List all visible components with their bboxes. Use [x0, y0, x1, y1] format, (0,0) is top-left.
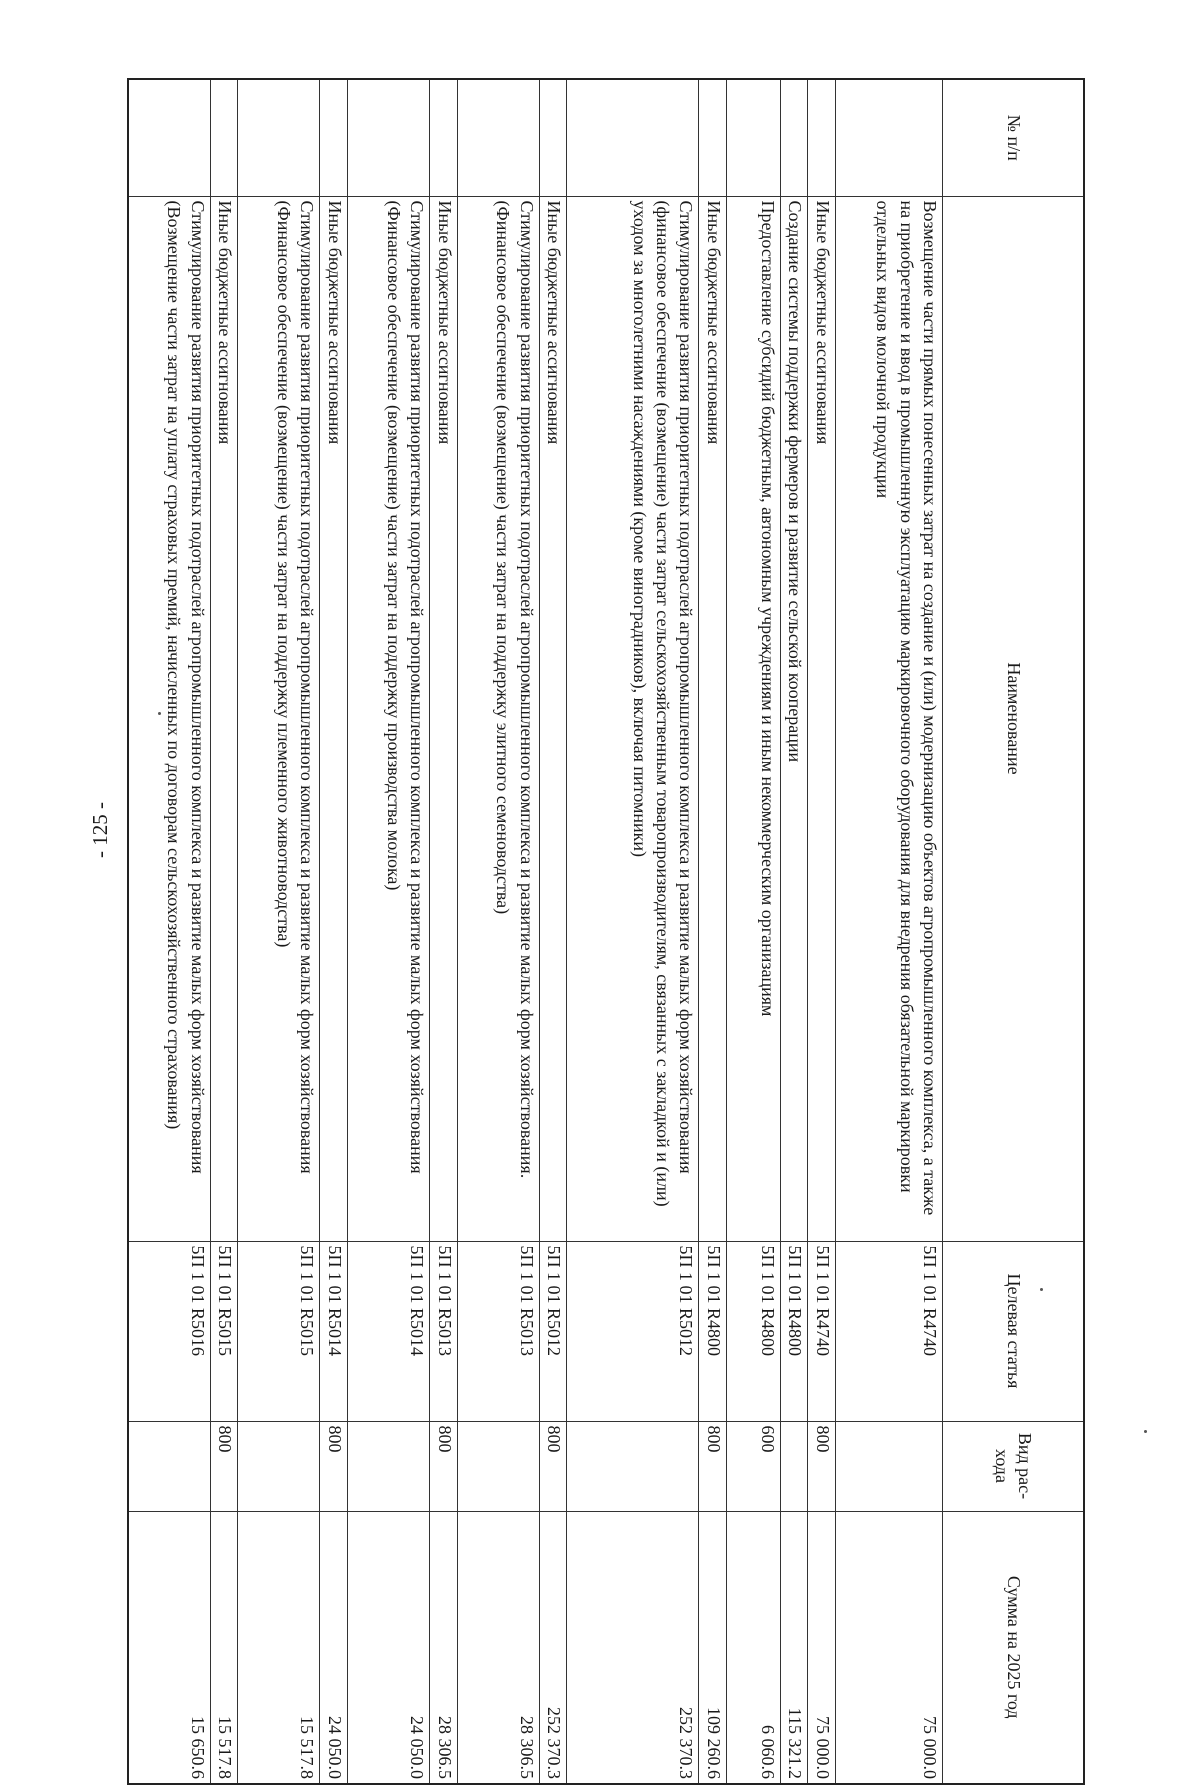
row-num: [238, 79, 320, 196]
table-row: [567, 79, 699, 1784]
row-sum: 6 060.6: [726, 1511, 780, 1784]
row-name: Иные бюджетные ассигнования: [699, 196, 726, 1241]
header-num: № п/п: [943, 79, 1085, 196]
table-row: [128, 79, 210, 1784]
row-expense-type: [780, 1421, 807, 1511]
row-expense-type: 800: [808, 1421, 835, 1511]
table-row: [539, 79, 566, 1784]
row-name: Иные бюджетные ассигнования: [430, 196, 457, 1241]
table-row: [430, 79, 457, 1784]
row-code: 5П 1 01 R5013: [430, 1241, 457, 1421]
row-sum: 75 000.0: [835, 1511, 942, 1784]
row-code: 5П 1 01 R5016: [128, 1241, 210, 1421]
row-num: [347, 79, 429, 196]
table-row: [699, 79, 726, 1784]
row-sum: 28 306.5: [457, 1511, 539, 1784]
row-num: [430, 79, 457, 196]
row-num: [210, 79, 237, 196]
row-num: [780, 79, 807, 196]
row-name: Создание системы поддержки фермеров и развитие сельской кооперации: [780, 196, 807, 1241]
row-sum: 109 260.6: [699, 1511, 726, 1784]
row-name: Стимулирование развития приоритетных подотраслей агропромышленного комплекса и развитие малых форм хозяйствования (Финансовое обеспечение (возмещение) части затрат на поддержку производства молока): [347, 196, 429, 1241]
row-num: [128, 79, 210, 196]
budget-table: [127, 78, 1085, 1785]
row-code: 5П 1 01 R5015: [210, 1241, 237, 1421]
row-code: 5П 1 01 R4800: [726, 1241, 780, 1421]
row-code: 5П 1 01 R5013: [457, 1241, 539, 1421]
row-name: Иные бюджетные ассигнования: [539, 196, 566, 1241]
row-name: Иные бюджетные ассигнования: [808, 196, 835, 1241]
row-sum: 24 050.0: [320, 1511, 347, 1784]
row-num: [539, 79, 566, 196]
row-sum: 75 000.0: [808, 1511, 835, 1784]
row-code: 5П 1 01 R4740: [808, 1241, 835, 1421]
table-row: [780, 79, 807, 1784]
table-row: [320, 79, 347, 1784]
row-num: [699, 79, 726, 196]
row-sum: 252 370.3: [539, 1511, 566, 1784]
table-row: [457, 79, 539, 1784]
table-header-row: [943, 79, 1085, 1784]
table-row: [238, 79, 320, 1784]
row-expense-type: [128, 1421, 210, 1511]
row-expense-type: 800: [699, 1421, 726, 1511]
row-expense-type: [835, 1421, 942, 1511]
row-name: Стимулирование развития приоритетных подотраслей агропромышленного комплекса и развитие малых форм хозяйствования (Возмещение части затрат на уплату страховых премий, начисленных по договорам сельскохозяйственного страхования): [128, 196, 210, 1241]
row-expense-type: [238, 1421, 320, 1511]
row-sum: 15 650.6: [128, 1511, 210, 1784]
row-num: [835, 79, 942, 196]
row-num: [320, 79, 347, 196]
row-name: Стимулирование развития приоритетных подотраслей агропромышленного комплекса и развитие малых форм хозяйствования (финансовое обеспечение (возмещение) части затрат сельскохозяйственным товаропроизводителям, связанных с закладкой и (или) уходом за многолетними насаждениями (кроме виноградников), включая питомники): [567, 196, 699, 1241]
row-code: 5П 1 01 R5014: [347, 1241, 429, 1421]
row-sum: 15 517.8: [238, 1511, 320, 1784]
row-name: Предоставление субсидий бюджетным, автономным учреждениям и иным некоммерческим организациям: [726, 196, 780, 1241]
table-row: [808, 79, 835, 1784]
scan-speck: [1040, 1288, 1043, 1291]
table-row: [726, 79, 780, 1784]
table-row: [835, 79, 942, 1784]
row-sum: 115 321.2: [780, 1511, 807, 1784]
scan-speck: [1144, 1430, 1147, 1433]
row-code: 5П 1 01 R5014: [320, 1241, 347, 1421]
table-container: [127, 78, 1085, 1783]
row-code: 5П 1 01 R5012: [539, 1241, 566, 1421]
row-num: [567, 79, 699, 196]
row-code: 5П 1 01 R4740: [835, 1241, 942, 1421]
row-expense-type: [567, 1421, 699, 1511]
header-code: Целевая статья: [943, 1241, 1085, 1421]
row-code: 5П 1 01 R4800: [699, 1241, 726, 1421]
row-sum: 28 306.5: [430, 1511, 457, 1784]
scan-speck: [158, 712, 161, 715]
row-code: 5П 1 01 R4800: [780, 1241, 807, 1421]
header-name: Наименование: [943, 196, 1085, 1241]
row-code: 5П 1 01 R5012: [567, 1241, 699, 1421]
row-expense-type: 600: [726, 1421, 780, 1511]
row-sum: 24 050.0: [347, 1511, 429, 1784]
row-expense-type: [347, 1421, 429, 1511]
header-sum: Сумма на 2025 год: [943, 1511, 1085, 1784]
table-row: [347, 79, 429, 1784]
row-name: Стимулирование развития приоритетных подотраслей агропромышленного комплекса и развитие малых форм хозяйствования. (Финансовое обеспечение (возмещение) части затрат на поддержку элитного семеноводства): [457, 196, 539, 1241]
row-expense-type: 800: [320, 1421, 347, 1511]
row-num: [726, 79, 780, 196]
row-name: Стимулирование развития приоритетных подотраслей агропромышленного комплекса и развитие малых форм хозяйствования (Финансовое обеспечение (возмещение) части затрат на поддержку племенного животноводства): [238, 196, 320, 1241]
row-sum: 252 370.3: [567, 1511, 699, 1784]
row-sum: 15 517.8: [210, 1511, 237, 1784]
row-num: [457, 79, 539, 196]
row-expense-type: 800: [539, 1421, 566, 1511]
row-name: Иные бюджетные ассигнования: [210, 196, 237, 1241]
page-number: - 125 -: [87, 802, 112, 858]
row-num: [808, 79, 835, 196]
row-name: Иные бюджетные ассигнования: [320, 196, 347, 1241]
row-expense-type: 800: [430, 1421, 457, 1511]
header-expense-type: Вид рас-хода: [943, 1421, 1085, 1511]
row-expense-type: 800: [210, 1421, 237, 1511]
row-name: Возмещение части прямых понесенных затрат на создание и (или) модернизацию объектов агропромышленного комплекса, а также на приобретение и ввод в промышленную эксплуатацию маркировочного оборудования для внедрения обязательной маркировки отдельных видов молочной продукции: [835, 196, 942, 1241]
row-expense-type: [457, 1421, 539, 1511]
table-row: [210, 79, 237, 1784]
row-code: 5П 1 01 R5015: [238, 1241, 320, 1421]
